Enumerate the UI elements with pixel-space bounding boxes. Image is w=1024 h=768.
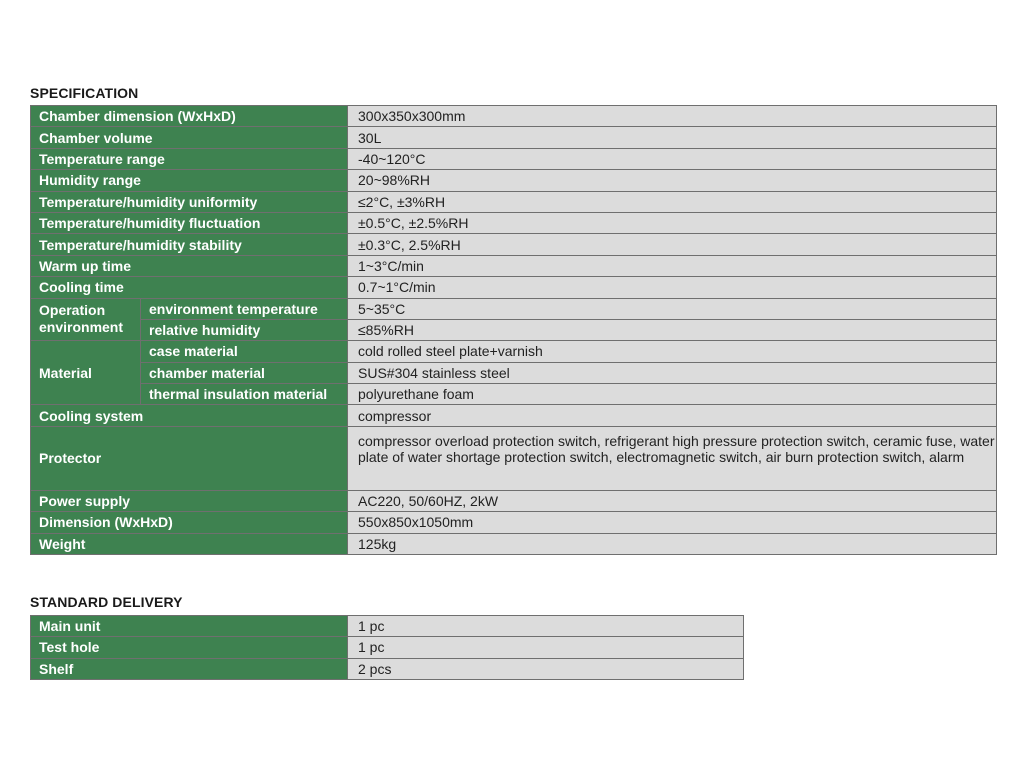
warm-up-time-label: Warm up time	[31, 255, 348, 276]
weight-label: Weight	[31, 533, 348, 554]
protector-value: compressor overload protection switch, refrigerant high pressure protection switch, ceramic fuse, water plate of water shortage protection switch, electromagnetic switch, air burn protection switch, alarm	[348, 426, 997, 490]
table-row	[31, 212, 997, 233]
table-row	[31, 490, 997, 511]
humidity-range-value: 20~98%RH	[348, 170, 997, 191]
temperature-range-label: Temperature range	[31, 148, 348, 169]
table-row	[31, 616, 744, 637]
humidity-range-label: Humidity range	[31, 170, 348, 191]
main-unit-label: Main unit	[31, 616, 348, 637]
table-row	[31, 362, 997, 383]
stability-label: Temperature/humidity stability	[31, 234, 348, 255]
thermal-insulation-value: polyurethane foam	[348, 384, 997, 405]
table-row	[31, 637, 744, 658]
fluctuation-label: Temperature/humidity fluctuation	[31, 212, 348, 233]
table-row	[31, 234, 997, 255]
thermal-insulation-label: thermal insulation material	[141, 384, 348, 405]
stability-value: ±0.3°C, 2.5%RH	[348, 234, 997, 255]
relative-humidity-label: relative humidity	[141, 319, 348, 340]
warm-up-time-value: 1~3°C/min	[348, 255, 997, 276]
power-supply-value: AC220, 50/60HZ, 2kW	[348, 490, 997, 511]
environment-temperature-value: 5~35°C	[348, 298, 997, 319]
chamber-dimension-label: Chamber dimension (WxHxD)	[31, 106, 348, 127]
cooling-system-value: compressor	[348, 405, 997, 426]
table-row	[31, 255, 997, 276]
chamber-dimension-value: 300x350x300mm	[348, 106, 997, 127]
table-row	[31, 512, 997, 533]
chamber-material-label: chamber material	[141, 362, 348, 383]
table-row	[31, 533, 997, 554]
chamber-volume-value: 30L	[348, 127, 997, 148]
specification-title: SPECIFICATION	[30, 85, 139, 101]
cooling-time-value: 0.7~1°C/min	[348, 277, 997, 298]
table-row	[31, 191, 997, 212]
environment-temperature-label: environment temperature	[141, 298, 348, 319]
table-row	[31, 170, 997, 191]
table-row	[31, 127, 997, 148]
dimension-value: 550x850x1050mm	[348, 512, 997, 533]
chamber-material-value: SUS#304 stainless steel	[348, 362, 997, 383]
shelf-label: Shelf	[31, 658, 348, 679]
table-row	[31, 426, 997, 490]
fluctuation-value: ±0.5°C, ±2.5%RH	[348, 212, 997, 233]
power-supply-label: Power supply	[31, 490, 348, 511]
standard-delivery-title: STANDARD DELIVERY	[30, 594, 183, 610]
standard-delivery-table	[30, 615, 744, 680]
table-row	[31, 658, 744, 679]
operation-environment-label: Operation environment	[31, 298, 141, 341]
material-label: Material	[31, 341, 141, 405]
table-row	[31, 277, 997, 298]
case-material-label: case material	[141, 341, 348, 362]
temperature-range-value: -40~120°C	[348, 148, 997, 169]
table-row	[31, 148, 997, 169]
weight-value: 125kg	[348, 533, 997, 554]
table-row	[31, 319, 997, 340]
case-material-value: cold rolled steel plate+varnish	[348, 341, 997, 362]
table-row	[31, 106, 997, 127]
dimension-label: Dimension (WxHxD)	[31, 512, 348, 533]
chamber-volume-label: Chamber volume	[31, 127, 348, 148]
cooling-system-label: Cooling system	[31, 405, 348, 426]
uniformity-label: Temperature/humidity uniformity	[31, 191, 348, 212]
main-unit-value: 1 pc	[348, 616, 744, 637]
table-row	[31, 405, 997, 426]
table-row	[31, 298, 997, 319]
specification-table	[30, 105, 997, 555]
table-row	[31, 384, 997, 405]
table-row	[31, 341, 997, 362]
relative-humidity-value: ≤85%RH	[348, 319, 997, 340]
shelf-value: 2 pcs	[348, 658, 744, 679]
test-hole-value: 1 pc	[348, 637, 744, 658]
protector-label: Protector	[31, 426, 348, 490]
test-hole-label: Test hole	[31, 637, 348, 658]
cooling-time-label: Cooling time	[31, 277, 348, 298]
uniformity-value: ≤2°C, ±3%RH	[348, 191, 997, 212]
